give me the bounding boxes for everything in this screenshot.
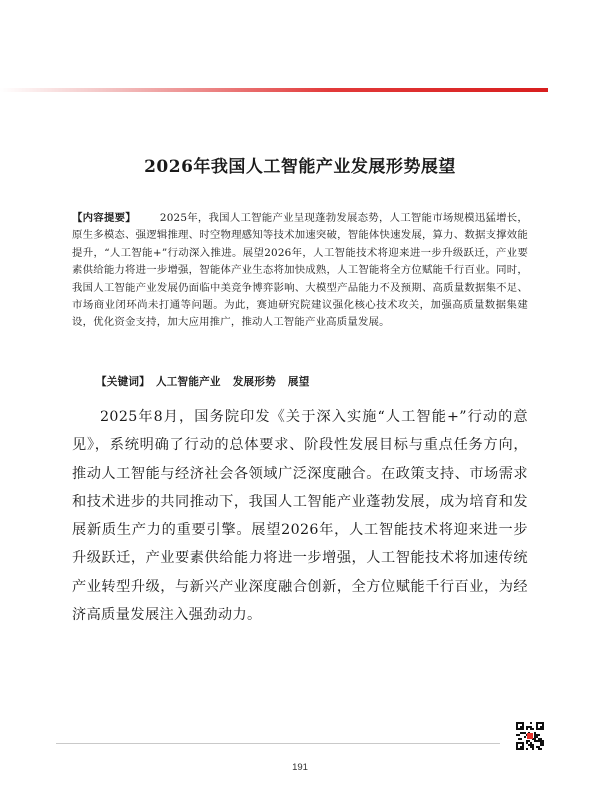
footer-rule	[56, 743, 500, 744]
qr-code-icon	[516, 722, 544, 750]
keyword-item: 展望	[287, 376, 310, 388]
abstract	[72, 210, 528, 332]
page-title: 2026年我国人工智能产业发展形势展望	[144, 157, 456, 177]
keywords	[96, 374, 310, 389]
keyword-item: 人工智能产业	[155, 376, 221, 388]
abstract-label: 【内容提要】	[72, 212, 136, 224]
header-rule	[0, 88, 548, 92]
keywords-label: 【关键词】	[96, 376, 150, 388]
page-number: 191	[292, 762, 308, 773]
keyword-item: 发展形势	[232, 376, 276, 388]
body-paragraph: 2025年8月，国务院印发《关于深入实施“人工智能+”行动的意见》，系统明确了行动的总体要求、阶段性发展目标与重点任务方向，推动人工智能与经济社会各领域广泛深度融合。在政策支持、市场需求和技术进步的共同推动下，我国人工智能产业蓬勃发展，成为培育和发展新质生产力的重要引擎。展望2026年，人工智能技术将迎来进一步升级跃迁，产业要素供给能力将进一步增强，人工智能技术将加速传统产业转型升级，与新兴产业深度融合创新，全方位赋能千行百业，为经济高质量发展注入强劲动力。	[72, 409, 528, 624]
abstract-text: 2025年，我国人工智能产业呈现蓬勃发展态势，人工智能市场规模迅猛增长，原生多模态、强逻辑推理、时空物理感知等技术加速突破，智能体快速发展，算力、数据支撑效能提升，“人工智能+”行动深入推进。展望2026年，人工智能技术将迎来进一步升级跃迁，产业要素供给能力将进一步增强，智能体产业生态将加快成熟，人工智能将全方位赋能千行百业。同时，我国人工智能产业发展仍面临中美竞争博弈影响、大模型产品能力不及预期、高质量数据集不足、市场商业闭环尚未打通等问题。为此，赛迪研究院建议强化核心技术攻关，加强高质量数据集建设，优化资金支持，加大应用推广，推动人工智能产业高质量发展。	[72, 212, 529, 329]
